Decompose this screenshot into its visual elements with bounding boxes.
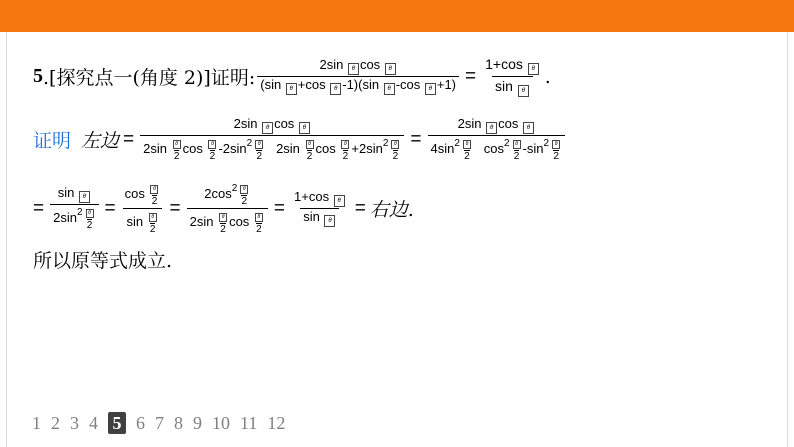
page-link-10[interactable]: 10 xyxy=(212,412,230,433)
proof-fraction-6: $\frac{\text{1+cos θ}}{\text{sin θ}}$ xyxy=(291,190,349,227)
proof-line-1: 证明 左边 = 2sin θ cos θ 2sin $\frac{\theta}{2}$ cos $\frac{\theta}{2}$ $-2\sin^2$ $\frac{\theta}{2}$ 2sin $\frac{\theta}{2}$ cos $\frac{\theta}{2}$ $+2\sin^2$ $\frac{\theta}{2}$ = 2sin θ cos θ $4\sin^2$ $\frac{\theta}{2}$ $\cos^2$ $\frac{\theta}{2}$ $-\sin^2$ $\frac{\theta}{2}$ xyxy=(33,117,567,162)
problem-statement: 5 .[探究点一(角度 2)]证明: $\frac{\text{2sin θ cos θ}}{\text{(sin θ +cos θ -1)(sin θ -cos θ +1)}}$ = $\frac{\text{1+cos θ}}{\text{sin θ}}$ . xyxy=(33,56,551,97)
proof-fraction-5: $2\cos^2$ $\frac{\theta}{2}$ 2sin $\frac{\theta}{2}$ cos $\frac{\theta}{2}$ xyxy=(187,182,268,235)
proof-line-2: = sin θ $2\sin^2$ $\frac{\theta}{2}$ = cos $\frac{\theta}{2}$ sin $\frac{\theta}{2}$ = $2\cos^2$ $\frac{\theta}{2}$ 2sin $\frac{\theta}{2}$ cos $\frac{\theta}{2}$ = $\frac{\text{1+cos θ}}{\text{sin θ}}$ = 右边. xyxy=(33,182,414,235)
proof-fraction-3: sin θ $2\sin^2$ $\frac{\theta}{2}$ xyxy=(50,186,98,231)
rhs-fraction: $\frac{\text{1+cos θ}}{\text{sin θ}}$ xyxy=(482,56,543,97)
lhs-fraction: $\frac{\text{2sin θ cos θ}}{\text{(sin θ +cos θ -1)(sin θ -cos θ +1)}}$ xyxy=(257,58,459,95)
page-link-12[interactable]: 12 xyxy=(267,412,286,433)
frame-left-border xyxy=(6,32,7,447)
frame-right-border xyxy=(787,32,788,447)
question-number: 5 xyxy=(33,65,43,87)
page-link-4[interactable]: 4 xyxy=(89,412,98,433)
page-link-9[interactable]: 9 xyxy=(193,412,202,433)
page-link-3[interactable]: 3 xyxy=(70,412,79,433)
pagination xyxy=(32,412,295,434)
proof-conclusion: 所以原等式成立. xyxy=(33,250,173,272)
question-tag: .[探究点一(角度 2)]证明: xyxy=(43,67,256,89)
proof-fraction-4: cos $\frac{\theta}{2}$ sin $\frac{\theta}{2}$ xyxy=(122,182,164,235)
page-link-2[interactable]: 2 xyxy=(51,412,60,433)
page-link-7[interactable]: 7 xyxy=(155,412,164,433)
page-link-11[interactable]: 11 xyxy=(240,412,258,433)
proof-fraction-1: 2sin θ cos θ 2sin $\frac{\theta}{2}$ cos $\frac{\theta}{2}$ $-2\sin^2$ $\frac{\theta}{2}$ 2sin $\frac{\theta}{2}$ cos $\frac{\theta}{2}$ $+2\sin^2$ $\frac{\theta}{2}$ xyxy=(140,117,404,162)
page-link-5-current[interactable]: 5 xyxy=(108,412,126,434)
page-link-6[interactable]: 6 xyxy=(136,412,145,433)
page-link-1[interactable]: 1 xyxy=(32,412,41,433)
left-side-label: 左边 xyxy=(81,130,120,152)
proof-fraction-2: 2sin θ cos θ $4\sin^2$ $\frac{\theta}{2}$ $\cos^2$ $\frac{\theta}{2}$ $-\sin^2$ $\frac{\theta}{2}$ xyxy=(428,117,566,162)
proof-label: 证明 xyxy=(33,130,72,152)
right-side-label: 右边. xyxy=(369,199,414,221)
page-link-8[interactable]: 8 xyxy=(174,412,183,433)
top-accent-bar xyxy=(0,0,794,32)
